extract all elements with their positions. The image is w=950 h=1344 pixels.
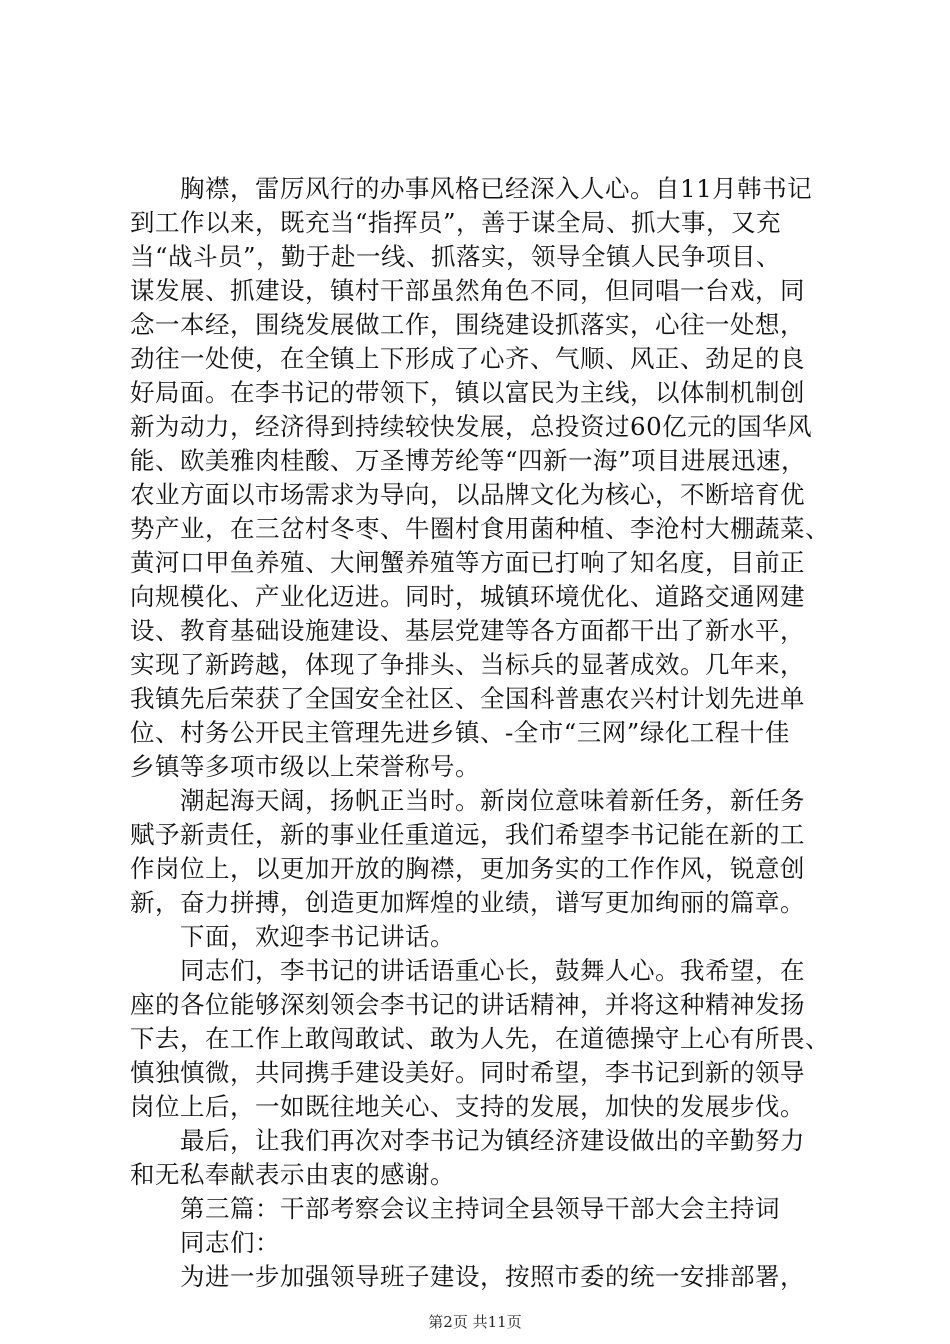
- text-line: 和无私奉献表示由衷的感谢。: [130, 1160, 455, 1189]
- text-line: 岗位上后，一如既往地关心、支持的发展，加快的发展步伐。: [130, 1092, 805, 1121]
- text-line: 黄河口甲鱼养殖、大闸蟹养殖等方面已打响了知名度，目前正: [130, 548, 805, 577]
- page-number-footer: 第2页 共11页: [428, 1313, 522, 1331]
- text-line: 农业方面以市场需求为导向，以品牌文化为核心，不断培育优: [130, 480, 805, 509]
- text-line: 乡镇等多项市级以上荣誉称号。: [130, 752, 480, 781]
- text-line: 最后，让我们再次对李书记为镇经济建设做出的辛勤努力: [130, 1126, 805, 1155]
- text-line: 新为动力，经济得到持续较快发展，总投资过60亿元的国华风: [130, 412, 813, 441]
- text-line: 新，奋力拼搏，创造更加辉煌的业绩，谱写更加绚丽的篇章。: [130, 888, 805, 917]
- text-line: 作岗位上，以更加开放的胸襟，更加务实的工作作风，锐意创: [130, 854, 805, 883]
- text-line: 同志们：: [130, 1228, 280, 1257]
- text-line: 座的各位能够深刻领会李书记的讲话精神，并将这种精神发扬: [130, 990, 805, 1019]
- text-line: 到工作以来，既充当“指挥员”，善于谋全局、抓大事，又充: [130, 208, 782, 237]
- text-line: 设、教育基础设施建设、基层党建等各方面都干出了新水平，: [130, 616, 805, 645]
- text-line: 劲往一处使，在全镇上下形成了心齐、气顺、风正、劲足的良: [130, 344, 805, 373]
- section-heading: 第三篇：干部考察会议主持词全县领导干部大会主持词: [130, 1194, 780, 1223]
- text-line: 为进一步加强领导班子建设，按照市委的统一安排部署，: [130, 1262, 805, 1291]
- text-line: 念一本经，围绕发展做工作，围绕建设抓落实，心往一处想，: [130, 310, 805, 339]
- text-line: 赋予新责任，新的事业任重道远，我们希望李书记能在新的工: [130, 820, 805, 849]
- text-line: 向规模化、产业化迈进。同时，城镇环境优化、道路交通网建: [130, 582, 805, 611]
- text-line: 好局面。在李书记的带领下，镇以富民为主线，以体制机制创: [130, 378, 805, 407]
- text-line: 我镇先后荣获了全国安全社区、全国科普惠农兴村计划先进单: [130, 684, 805, 713]
- text-line: 胸襟，雷厉风行的办事风格已经深入人心。自11月韩书记: [130, 174, 813, 203]
- text-line: 实现了新跨越，体现了争排头、当标兵的显著成效。几年来，: [130, 650, 805, 679]
- text-line: 下去，在工作上敢闯敢试、敢为人先，在道德操守上心有所畏、: [130, 1024, 830, 1053]
- text-line: 势产业，在三岔村冬枣、牛圈村食用菌种植、李沧村大棚蔬菜、: [130, 514, 830, 543]
- text-line: 潮起海天阔，扬帆正当时。新岗位意味着新任务，新任务: [130, 786, 805, 815]
- text-line: 位、村务公开民主管理先进乡镇、-全市“三网”绿化工程十佳: [130, 718, 790, 747]
- text-line: 下面，欢迎李书记讲话。: [130, 922, 455, 951]
- text-line: 当“战斗员”，勤于赴一线、抓落实，领导全镇人民争项目、: [130, 242, 782, 271]
- text-line: 谋发展、抓建设，镇村干部虽然角色不同，但同唱一台戏，同: [130, 276, 805, 305]
- text-line: 能、欧美雅肉桂酸、万圣博芳纶等“四新一海”项目进展迅速，: [130, 446, 807, 475]
- text-line: 慎独慎微，共同携手建设美好。同时希望，李书记到新的领导: [130, 1058, 805, 1087]
- text-line: 同志们，李书记的讲话语重心长，鼓舞人心。我希望，在: [130, 956, 805, 985]
